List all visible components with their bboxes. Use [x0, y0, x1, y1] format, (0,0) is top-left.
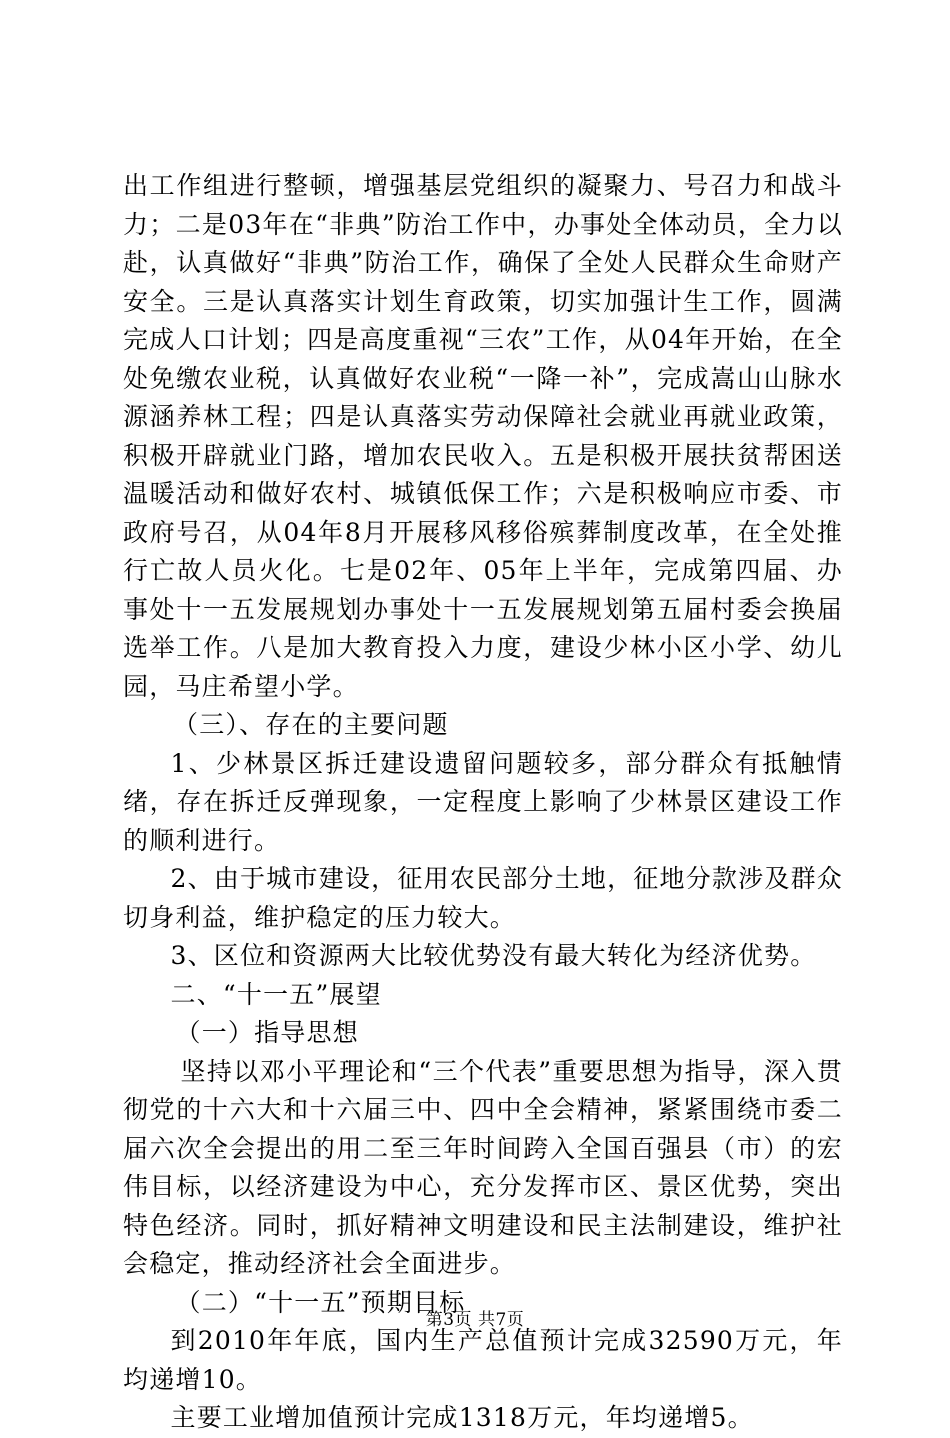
paragraph-industry-target: 主要工业增加值预计完成1318万元，年均递增5。	[170, 1403, 754, 1432]
paragraph-problem-2: 2、由于城市建设，征用农民部分土地，征地分款涉及群众切身利益，维护稳定的压力较大。	[123, 864, 843, 932]
heading-main-problems: （三）、存在的主要问题	[173, 710, 449, 739]
heading-expected-targets: （二）“十一五”预期目标	[175, 1287, 466, 1317]
heading-outlook: 二、“十一五”展望	[170, 979, 382, 1009]
paragraph-guiding-ideology: 坚持以邓小平理论和“三个代表”重要思想为指导，深入贯彻党的十六大和十六届三中、四中全会精神，紧紧围绕市委二届六次全会提出的用二至三年时间跨入全国百强县（市）的宏伟目标，以经济建设为中心，充分发挥市区、景区优势，突出特色经济。同时，抓好精神文明建设和民主法制建设，维护社会稳定，推动经济社会全面进步。	[123, 1056, 843, 1278]
heading-guiding-ideology: （一）指导思想	[175, 1018, 359, 1047]
page-number-footer: 第3页 共7页	[425, 1310, 525, 1330]
document-body	[123, 167, 843, 1438]
paragraph-achievements-continued: 出工作组进行整顿，增强基层党组织的凝聚力、号召力和战斗力；二是03年在“非典”防治工作中，办事处全体动员，全力以赴，认真做好“非典”防治工作，确保了全处人民群众生命财产安全。三是认真落实计划生育政策，切实加强计生工作，圆满完成人口计划；四是高度重视“三农”工作，从04年开始，在全处免缴农业税，认真做好农业税“一降一补”，完成嵩山山脉水源涵养林工程；四是认真落实劳动保障社会就业再就业政策，积极开辟就业门路，增加农民收入。五是积极开展扶贫帮困送温暖活动和做好农村、城镇低保工作；六是积极响应市委、市政府号召，从04年8月开展移风移俗殡葬制度改革，在全处推行亡故人员火化。七是02年、05年上半年，完成第四届、办事处十一五发展规划办事处十一五发展规划第五届村委会换届选举工作。八是加大教育投入力度，建设少林小区小学、幼儿园，马庄希望小学。	[123, 171, 843, 701]
paragraph-gdp-target: 到2010年年底，国内生产总值预计完成32590万元，年均递增10。	[123, 1326, 843, 1394]
paragraph-problem-3: 3、区位和资源两大比较优势没有最大转化为经济优势。	[170, 941, 817, 970]
paragraph-problem-1: 1、少林景区拆迁建设遗留问题较多，部分群众有抵触情绪，存在拆迁反弹现象，一定程度上影响了少林景区建设工作的顺利进行。	[123, 748, 843, 855]
